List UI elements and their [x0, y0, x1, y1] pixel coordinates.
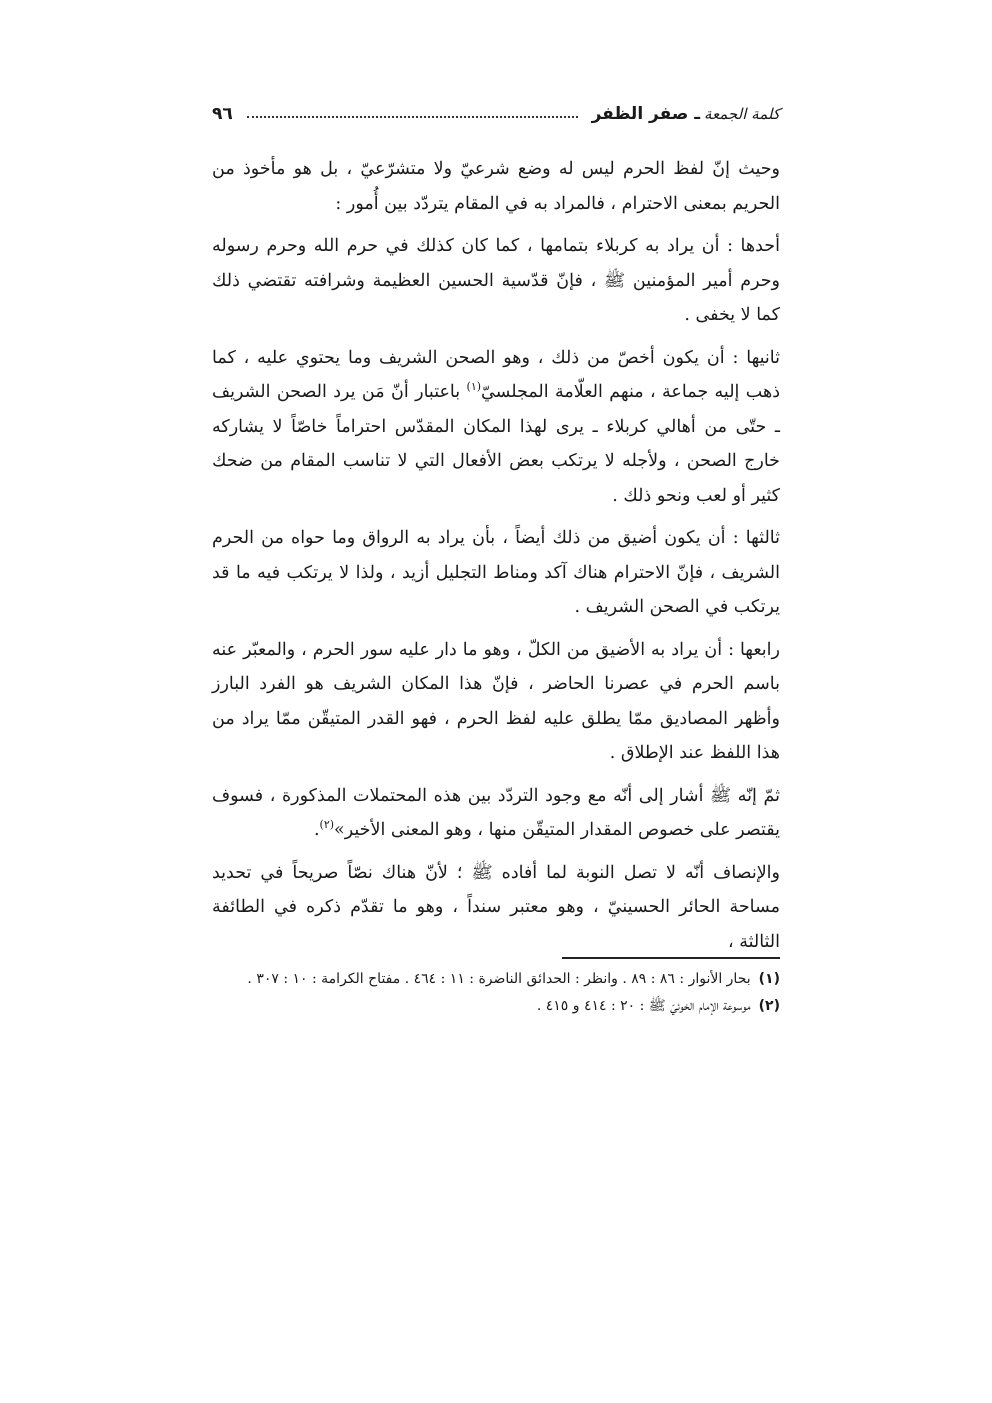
header-dot-leader: [247, 116, 578, 118]
footnote-1: [212, 966, 780, 993]
paragraph-4: ثالثها : أن يكون أضيق من ذلك أيضاً ، بأن يراد به الرواق وما حواه من الحرم الشريف ، فإنّ الاحترام هناك آكد ومناط التجليل أزيد ، ولذا لا يرتكب فيه ما قد يرتكب في الصحن الشريف .: [212, 528, 780, 617]
page-header: [212, 96, 780, 132]
footnote-number: (٢): [758, 998, 780, 1014]
series-logo: كلمة الجمعة: [704, 105, 780, 123]
footnote-separator: [562, 957, 780, 959]
chapter-title: ـ صفر الظفر: [591, 104, 701, 124]
paragraph-3-start: ثانيها : أن يكون أخصّ من ذلك ، وهو الصحن الشريف وما يحتوي عليه ، كما ذهب إليه جماعة ، منهم العلّامة المجلسيّ: [212, 347, 780, 402]
paragraph-3-rest: باعتبار أنّ مَن يرد الصحن الشريف ـ حتّى من أهالي كربلاء ـ يرى لهذا المكان المقدّس احتراماً خاصّاً لا يشاركه خارج الصحن ، ولأجله لا يرتكب بعض الأفعال التي لا تناسب المقام من ضحك كثير أو لعب ونحو ذلك .: [212, 382, 780, 506]
footnotes: [212, 966, 780, 1020]
footnote-ref-1[interactable]: (١): [466, 380, 482, 394]
footnote-2: [212, 993, 780, 1020]
paragraph-7: والإنصاف أنّه لا تصل النوبة لما أفاده ﷺ ؛ لأنّ هناك نصّاً صريحاً في تحديد مساحة الحائر الحسينيّ ، وهو معتبر سنداً ، وهو ما تقدّم ذكره في الطائفة الثالثة ،: [212, 862, 780, 952]
page-number: ٩٦: [212, 104, 233, 124]
paragraph-6-text: ثمّ إنّه ﷺ أشار إلى أنّه مع وجود التردّد بين هذه المحتملات المذكورة ، فسوف يقتصر على خصوص المقدار المتيقّن منها ، وهو المعنى الأخير»: [212, 785, 780, 840]
footnote-text: موسوعة الإمام الخوئيّ ﷺ : ٢٠ : ٤١٤ و ٤١٥ .: [536, 998, 751, 1014]
paragraph-1: وحيث إنّ لفظ الحرم ليس له وضع شرعيّ ولا متشرّعيّ ، بل هو مأخوذ من الحريم بمعنى الاحترام ، فالمراد به في المقام يتردّد بين أُمور :: [212, 159, 780, 214]
running-head: [592, 104, 780, 124]
footnote-text: بحار الأنوار : ٨٦ : ٨٩ . وانظر : الحدائق الناضرة : ١١ : ٤٦٤ . مفتاح الكرامة : ١٠ : ٣٠٧ .: [247, 971, 751, 987]
paragraph-2: أحدها : أن يراد به كربلاء بتمامها ، كما كان كذلك في حرم الله وحرم رسوله وحرم أمير المؤمنين ﷺ ، فإنّ قدّسية الحسين العظيمة وشرافته تقتضي ذلك كما لا يخفى .: [212, 236, 780, 325]
footnote-ref-2[interactable]: (٢): [319, 818, 335, 832]
footnote-number: (١): [758, 971, 780, 987]
paragraph-5: رابعها : أن يراد به الأضيق من الكلّ ، وهو ما دار عليه سور الحرم ، والمعبّر عنه باسم الحرم في عصرنا الحاضر ، فإنّ هذا المكان الشريف هو الفرد البارز وأظهر المصاديق ممّا يطلق عليه لفظ الحرم ، فهو القدر المتيقّن ممّا يراد من هذا اللفظ عند الإطلاق .: [212, 639, 780, 763]
body-text: [212, 152, 780, 967]
paragraph-3: [212, 341, 780, 514]
paragraph-6-end: .: [313, 820, 320, 840]
paragraph-6: [212, 779, 780, 848]
